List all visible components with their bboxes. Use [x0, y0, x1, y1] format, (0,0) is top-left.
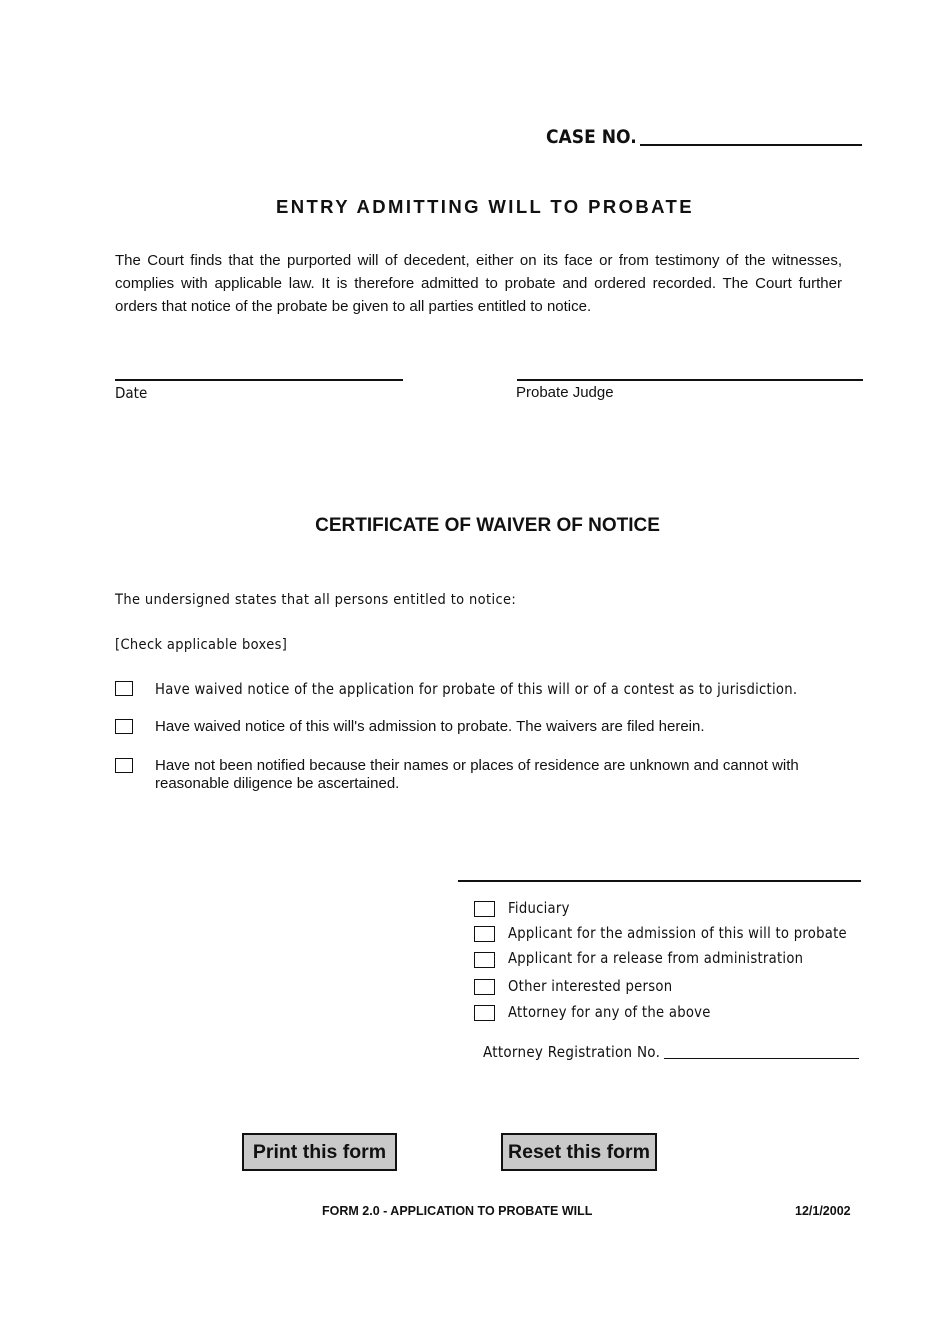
entry-paragraph: The Court finds that the purported will of decedent, either on its face or from testimony of the witnesses, complies with applicable law. It is therefore admitted to probate and ordered recorded. The Court further orders that notice of the probate be given to all parties entitled to notice. — [115, 252, 842, 315]
attorney-checkbox[interactable] — [474, 1005, 495, 1021]
waived-application-label: Have waived notice of the application for probate of this will or of a contest as to jurisdiction. — [155, 680, 798, 698]
footer-date: 12/1/2002 — [795, 1204, 851, 1218]
not-notified-label: Have not been notified because their names or places of residence are unknown and cannot with reasonable diligence be ascertained. — [155, 757, 799, 792]
other-interested-checkbox[interactable] — [474, 979, 495, 995]
judge-signature-line[interactable] — [517, 379, 863, 381]
applicant-admission-label: Applicant for the admission of this will to probate — [508, 924, 847, 942]
attorney-label: Attorney for any of the above — [508, 1003, 711, 1021]
signature-line[interactable] — [458, 880, 861, 882]
other-interested-label: Other interested person — [508, 977, 673, 995]
fiduciary-checkbox[interactable] — [474, 901, 495, 917]
case-no-label: CASE NO. — [546, 126, 637, 148]
waived-admission-label: Have waived notice of this will's admission to probate. The waivers are filed herein. — [155, 718, 705, 735]
check-applicable-note: [Check applicable boxes] — [115, 637, 288, 653]
print-form-button[interactable]: Print this form — [242, 1133, 397, 1171]
not-notified-checkbox[interactable] — [115, 758, 133, 773]
attorney-registration-field[interactable] — [664, 1058, 859, 1059]
probate-judge-label: Probate Judge — [516, 384, 614, 401]
fiduciary-label: Fiduciary — [508, 899, 570, 917]
reset-form-button[interactable]: Reset this form — [501, 1133, 657, 1171]
applicant-release-label: Applicant for a release from administration — [508, 949, 804, 967]
applicant-admission-checkbox[interactable] — [474, 926, 495, 942]
applicant-release-checkbox[interactable] — [474, 952, 495, 968]
waived-application-checkbox[interactable] — [115, 681, 133, 696]
date-label: Date — [115, 384, 148, 402]
undersigned-statement: The undersigned states that all persons entitled to notice: — [115, 592, 517, 608]
footer-form-name: FORM 2.0 - APPLICATION TO PROBATE WILL — [322, 1204, 593, 1218]
date-signature-line[interactable] — [115, 379, 403, 381]
attorney-registration-label: Attorney Registration No. — [483, 1043, 661, 1061]
entry-title: ENTRY ADMITTING WILL TO PROBATE — [275, 196, 694, 217]
waived-admission-checkbox[interactable] — [115, 719, 133, 734]
case-no-field[interactable] — [640, 144, 862, 146]
waiver-title: CERTIFICATE OF WAIVER OF NOTICE — [315, 515, 660, 536]
